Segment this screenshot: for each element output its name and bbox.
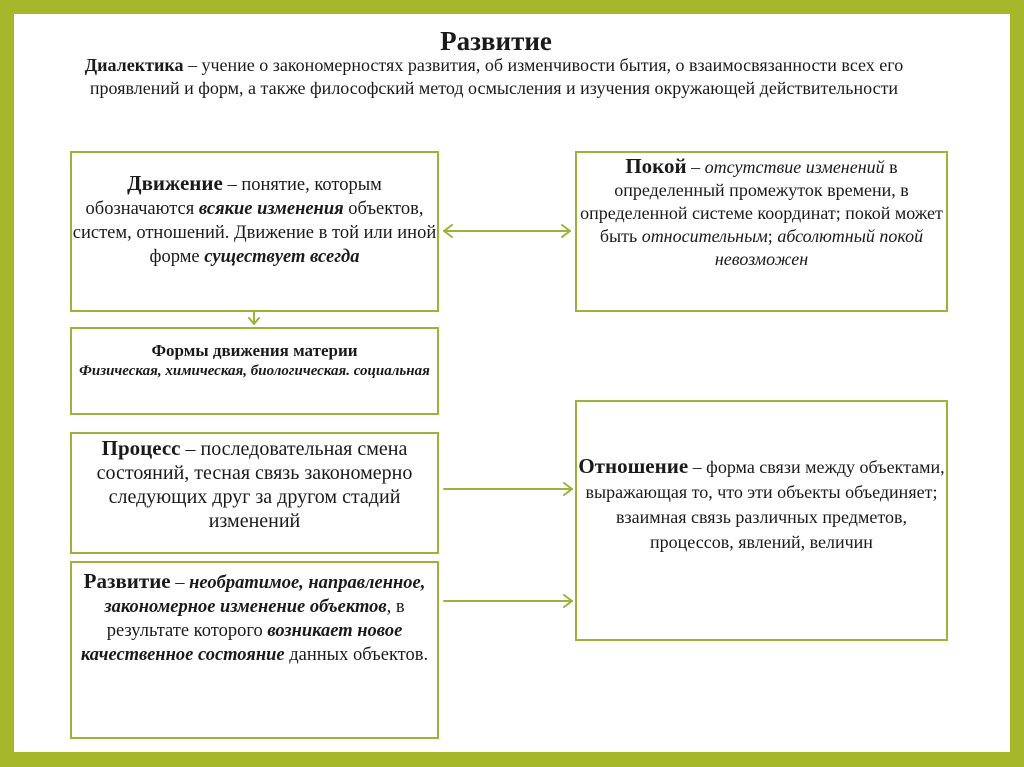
rest-italic-3: абсолютный покой невозможен	[714, 226, 924, 269]
process-box	[70, 432, 439, 554]
movement-term: Движение	[127, 171, 223, 195]
matter-forms-box	[70, 327, 439, 415]
movement-box	[70, 151, 439, 312]
movement-text-2: объектов, систем, отношений. Движение в той или иной форме	[72, 199, 437, 267]
dialectics-term: Диалектика	[84, 55, 184, 75]
relation-term: Отношение	[578, 454, 689, 478]
matter-forms-heading: Формы движения материи	[151, 341, 358, 360]
development-relation-arrow	[444, 595, 572, 607]
matter-forms-list: Физическая, химическая, биологическая. социальная	[79, 363, 430, 379]
rest-term: Покой	[625, 154, 687, 178]
development-text-3: данных объектов.	[284, 645, 429, 665]
rest-text-2: в определенный промежуток времени, в определенной системе координат; покой может быть	[580, 157, 943, 246]
rest-text-3: ;	[767, 226, 778, 246]
development-emphasis-1: необратимое, направленное, закономерное изменение объектов	[104, 573, 426, 617]
relation-text: – форма связи между объектами, выражающая то, что эти объекты объединяет; взаимная связь различных предметов, процессов, явлений, величин	[585, 457, 945, 552]
development-box	[70, 561, 439, 739]
development-text-1: –	[170, 573, 190, 593]
process-text: – последовательная смена состояний, тесная связь закономерно следующих друг за другом стадий изменений	[96, 438, 413, 532]
development-text-2: , в результате которого	[106, 597, 405, 641]
movement-rest-double-arrow	[444, 225, 570, 237]
rest-box	[575, 151, 948, 312]
relation-box	[575, 400, 948, 641]
slide	[14, 14, 1010, 752]
movement-emphasis-2: существует всегда	[204, 247, 360, 267]
movement-forms-arrow	[249, 312, 259, 324]
movement-emphasis-1: всякие изменения	[198, 199, 344, 219]
dialectics-text: – учение о закономерностях развития, об изменчивости бытия, о взаимосвязанности всех его проявлений и форм, а также философский метод осмысления и изучения окружающей действительности	[89, 55, 904, 98]
process-term: Процесс	[101, 436, 181, 460]
development-emphasis-2: возникает новое качественное состояние	[80, 621, 403, 665]
rest-italic-2: относительным	[641, 226, 768, 246]
dialectics-definition	[54, 54, 934, 100]
rest-text-1: –	[686, 157, 705, 177]
process-relation-arrow	[444, 483, 572, 495]
movement-text-1: – понятие, которым обозначаются	[85, 175, 382, 219]
slide-title: Развитие	[440, 26, 552, 56]
development-term: Развитие	[83, 569, 171, 593]
rest-italic-1: отсутствие изменений	[704, 157, 885, 177]
